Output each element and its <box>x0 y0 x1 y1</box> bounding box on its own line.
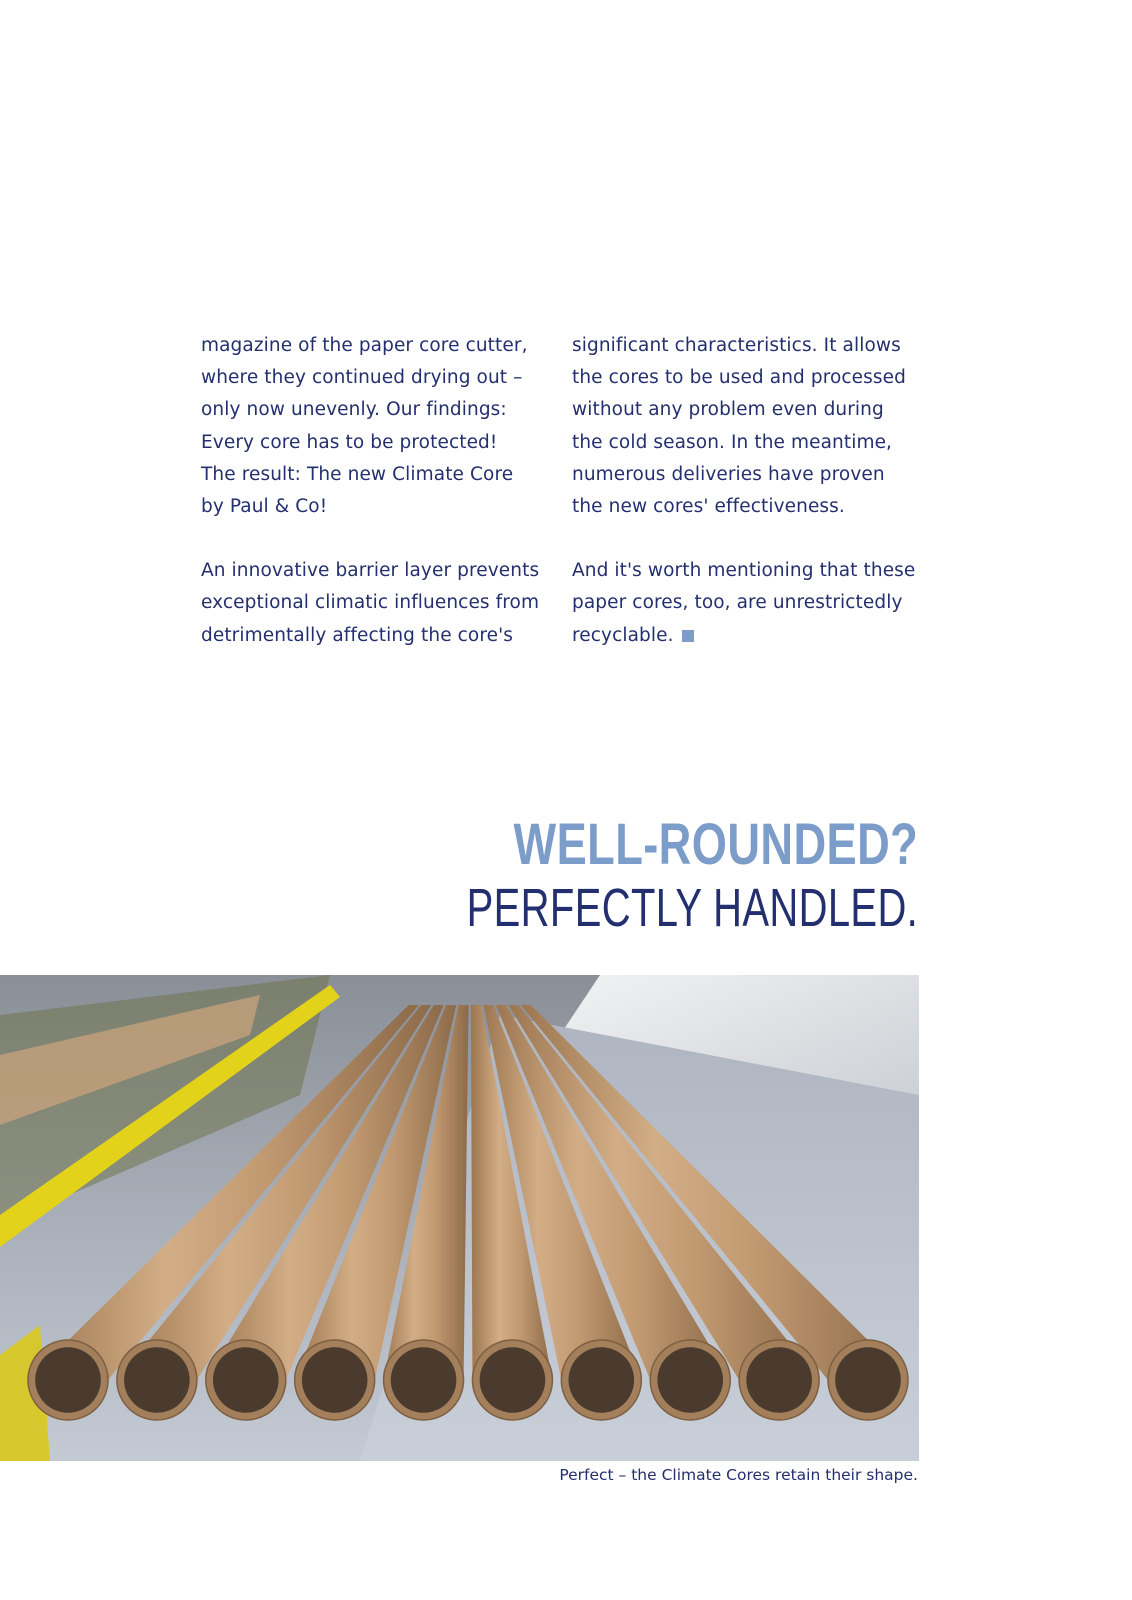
text-line-content: recyclable. <box>572 624 674 646</box>
text-line: where they continued drying out – <box>201 367 523 389</box>
text-line: The result: The new Climate Core <box>201 463 514 485</box>
photo-caption: Perfect – the Climate Cores retain their shape. <box>559 1466 918 1484</box>
paper-core-hole <box>480 1347 546 1413</box>
paper-core-hole <box>746 1347 812 1413</box>
paper-core-hole <box>302 1347 368 1413</box>
end-of-article-square-icon <box>682 630 694 642</box>
paper-core-hole <box>124 1347 190 1413</box>
text-line: by Paul & Co! <box>201 496 328 518</box>
text-line: exceptional climatic influences from <box>201 592 540 614</box>
text-column-right <box>572 330 932 652</box>
text-line: An innovative barrier layer prevents <box>201 560 540 582</box>
paper-cores-illustration <box>0 975 919 1461</box>
text-line: only now unevenly. Our findings: <box>201 399 507 421</box>
paper-core-hole <box>657 1347 723 1413</box>
headline-line-2: PERFECTLY HANDLED. <box>466 878 918 938</box>
text-line: Every core has to be protected! <box>201 431 498 453</box>
text-line: And it's worth mentioning that these <box>572 560 916 582</box>
paragraph <box>201 330 546 523</box>
paragraph <box>201 555 546 652</box>
paper-core-hole <box>835 1347 901 1413</box>
text-line: magazine of the paper core cutter, <box>201 335 528 356</box>
paper-core-hole <box>35 1347 101 1413</box>
paragraph <box>572 330 932 523</box>
headline <box>308 812 918 938</box>
text-line: the cold season. In the meantime, <box>572 431 893 453</box>
text-line: detrimentally affecting the core's <box>201 624 514 646</box>
text-line: the new cores' effectiveness. <box>572 496 845 518</box>
paragraph <box>572 555 932 652</box>
paper-core-hole <box>213 1347 279 1413</box>
text-column-left <box>201 330 546 652</box>
text-line: paper cores, too, are unrestrictedly <box>572 592 903 614</box>
headline-line-1: WELL-ROUNDED? <box>513 812 918 877</box>
text-line: significant characteristics. It allows <box>572 335 901 356</box>
text-line: the cores to be used and processed <box>572 367 906 389</box>
text-line: numerous deliveries have proven <box>572 463 885 485</box>
paper-core-hole <box>569 1347 635 1413</box>
text-line-last <box>572 620 932 652</box>
text-line: without any problem even during <box>572 399 884 421</box>
paper-cores-photo <box>0 975 919 1461</box>
paper-core-hole <box>391 1347 457 1413</box>
